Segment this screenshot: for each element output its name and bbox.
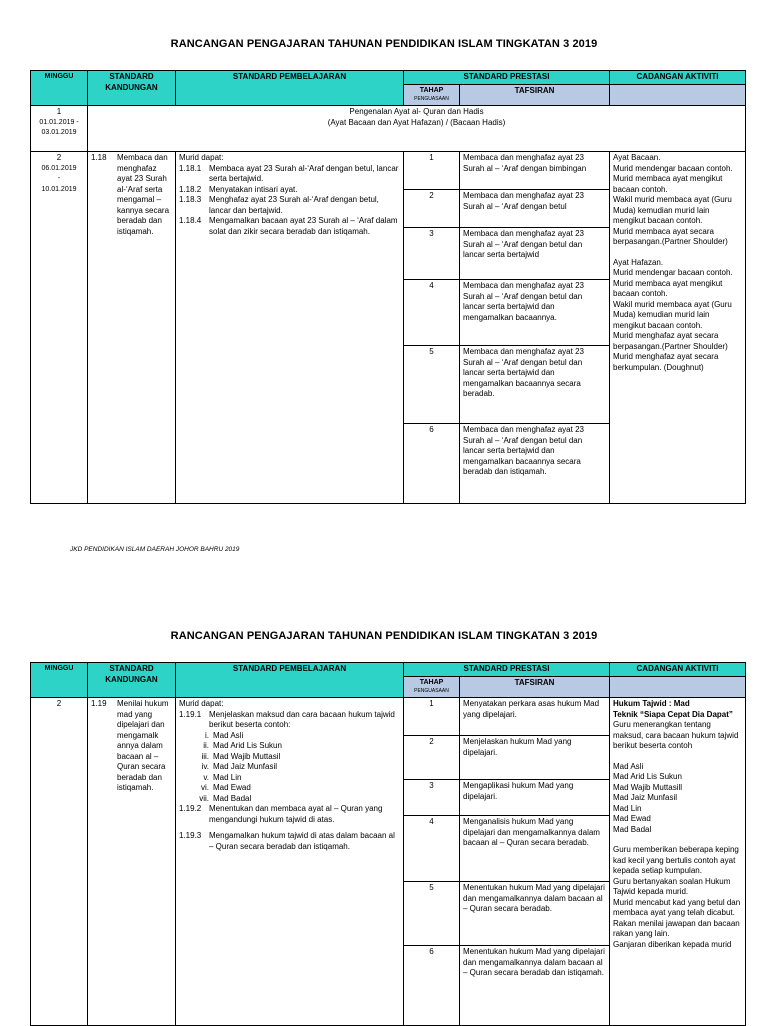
standard-pembelajaran-cell — [176, 698, 404, 1026]
mad-list-number: vii. — [199, 793, 209, 803]
tafsiran-cell: Menentukan hukum Mad yang dipelajari dan mengamalkannya dalam bacaan al – Quran secara beradab dan istiqamah. — [460, 946, 610, 1026]
sp-item-text: Menentukan dan membaca ayat al – Quran yang mengandungi hukum tajwid di atas. — [209, 804, 383, 824]
tahap-cell: 1 — [404, 152, 460, 190]
page-title-2: RANCANGAN PENGAJARAN TAHUNAN PENDIDIKAN ISLAM TINGKATAN 3 2019 — [170, 630, 598, 642]
header-standard-prestasi: STANDARD PRESTASI — [404, 71, 610, 85]
sp-item-number: 1.18.4 — [179, 216, 202, 225]
sp-item-text: Membaca ayat 23 Surah al-‘Araf dengan betul, lancar serta bertajwid. — [209, 163, 399, 183]
tafsiran-cell: Menentukan hukum Mad yang dipelajari dan mengamalkannya dalam bacaan al – Quran secara beradab. — [460, 882, 610, 946]
week-2-number: 2 — [56, 153, 62, 162]
week-1-line-1: Pengenalan Ayat al- Quran dan Hadis — [349, 107, 484, 116]
tahap-cell: 2 — [404, 736, 460, 780]
mad-list-text: Mad Badal — [213, 793, 252, 803]
week-2-dash: - — [57, 175, 61, 182]
sp-item-number: 1.18.1 — [179, 163, 202, 173]
header-tahap — [404, 85, 460, 106]
mad-list-text: Mad Asli — [213, 730, 244, 740]
mad-list-number: v. — [203, 772, 209, 782]
header-penguasaan: PENGUASAAN — [414, 688, 449, 694]
tafsiran-cell: Menjelaskan hukum Mad yang dipelajari. — [460, 736, 610, 780]
header-standard-pembelajaran: STANDARD PEMBELAJARAN — [176, 663, 404, 698]
sk-text: Menilai hukum mad yang dipelajari dan mengamalk annya dalam bacaan al – Quran secara beradab dan istiqamah. — [117, 699, 169, 792]
sk-number: 1.19 — [91, 699, 107, 708]
header-blank — [610, 85, 746, 106]
sp-item-number: 1.19.2 — [179, 804, 202, 813]
tafsiran-cell: Menganalisis hukum Mad yang dipelajari dan mengamalkannya dalam bacaan al – Quran secara beradab. — [460, 816, 610, 882]
header-blank — [610, 677, 746, 698]
week-1-cell — [31, 106, 88, 152]
tahap-cell: 2 — [404, 190, 460, 228]
tafsiran-cell: Membaca dan menghafaz ayat 23 Surah al – ‘Araf dengan betul dan lancar serta bertajwid dan mengamalkan bacaannya. — [460, 280, 610, 346]
mad-list-text: Mad Ewad — [213, 783, 251, 792]
week-1-description — [88, 106, 746, 152]
sp-item-number: 1.19.1 — [179, 709, 202, 719]
mad-list-number: ii. — [203, 741, 209, 750]
sk-number: 1.18 — [91, 153, 107, 162]
mad-list-number: vi. — [201, 783, 209, 792]
sp-intro: Murid dapat: — [179, 153, 224, 162]
week-2b-cell — [31, 698, 88, 1026]
tahap-cell: 6 — [404, 424, 460, 504]
sp-item-number: 1.19.3 — [179, 831, 202, 840]
cadangan-aktiviti-cell — [610, 698, 746, 1026]
header-tahap-label: TAHAP — [419, 87, 444, 94]
week-2b-number: 2 — [56, 699, 62, 708]
sp-intro: Murid dapat: — [179, 699, 224, 708]
mad-list-text: Mad Jaiz Munfasil — [213, 762, 278, 771]
aktiviti-steps: Guru memberikan beberapa keping kad kecil yang bertulis contoh ayat kepada setiap kumpulan. Guru bertanyakan soalan Hukum Tajwid kepada murid. Murid mencabut kad yang betul dan membaca ayat yang telah dicabut. Rakan menilai jawapan dan bacaan rakan yang lain. Ganjaran diberikan kepada murid — [613, 845, 741, 949]
header-minggu: MINGGU — [31, 663, 88, 698]
tafsiran-cell: Membaca dan menghafaz ayat 23 Surah al – ‘Araf dengan betul dan lancar serta bertajwid dan mengamalkan bacaannya secara beradab dan istiqamah. — [460, 424, 610, 504]
tafsiran-cell: Membaca dan menghafaz ayat 23 Surah al – ‘Araf dengan bimbingan — [460, 152, 610, 190]
mad-list-number: i. — [205, 730, 209, 740]
sp-item-number: 1.18.3 — [179, 195, 202, 204]
header-standard-kandungan: STANDARD KANDUNGAN — [88, 663, 176, 698]
sp-item-text: Menyatakan intisari ayat. — [209, 184, 298, 194]
tafsiran-cell: Membaca dan menghafaz ayat 23 Surah al – ‘Araf dengan betul dan lancar serta bertajwid — [460, 228, 610, 280]
mad-list-text: Mad Lin — [213, 772, 242, 782]
tahap-cell: 4 — [404, 816, 460, 882]
aktiviti-technique: Teknik “Siapa Cepat Dia Dapat” — [613, 709, 733, 719]
standard-kandungan-cell — [88, 698, 176, 1026]
header-standard-pembelajaran: STANDARD PEMBELAJARAN — [176, 71, 404, 106]
mad-list-text: Mad Arid Lis Sukun — [213, 741, 282, 750]
tahap-cell: 3 — [404, 780, 460, 816]
sp-item-text: Mengamalkan bacaan ayat 23 Surah al – ‘Araf dalam solat dan zikir secara beradab dan istiqamah. — [209, 216, 398, 236]
tahap-cell: 6 — [404, 946, 460, 1026]
page-title: RANCANGAN PENGAJARAN TAHUNAN PENDIDIKAN ISLAM TINGKATAN 3 2019 — [170, 38, 598, 50]
header-cadangan-aktiviti: CADANGAN AKTIVITI — [610, 663, 746, 677]
tafsiran-cell: Membaca dan menghafaz ayat 23 Surah al – ‘Araf dengan betul — [460, 190, 610, 228]
aktiviti-mad-list: Mad Asli Mad Arid Lis Sukun Mad Wajib Muttasill Mad Jaiz Munfasil Mad Lin Mad Ewad Mad Badal — [613, 761, 683, 834]
standard-pembelajaran-cell — [176, 152, 404, 504]
cadangan-aktiviti-cell — [610, 152, 746, 504]
week-1-dates: 01.01.2019 - 03.01.2019 — [39, 118, 79, 136]
tahap-cell: 3 — [404, 228, 460, 280]
header-tafsiran: TAFSIRAN — [460, 85, 610, 106]
tafsiran-cell: Membaca dan menghafaz ayat 23 Surah al – ‘Araf dengan betul dan lancar serta bertajwid dan mengamalkan bacaannya secara beradab. — [460, 346, 610, 424]
sp-item-text: Menjelaskan maksud dan cara bacaan hukum tajwid berikut beserta contoh: — [209, 709, 395, 729]
week-2-cell — [31, 152, 88, 504]
header-standard-kandungan: STANDARD KANDUNGAN — [88, 71, 176, 106]
tafsiran-cell: Menyatakan perkara asas hukum Mad yang dipelajari. — [460, 698, 610, 736]
header-tahap — [404, 677, 460, 698]
sp-item-text: Mengamalkan hukum tajwid di atas dalam bacaan al – Quran secara beradab dan istiqamah. — [209, 831, 395, 851]
standard-kandungan-cell — [88, 152, 176, 504]
header-cadangan-aktiviti: CADANGAN AKTIVITI — [610, 71, 746, 85]
sp-item-number: 1.18.2 — [179, 184, 202, 194]
header-penguasaan: PENGUASAAN — [414, 96, 449, 102]
header-tahap-label: TAHAP — [419, 679, 444, 686]
rpt-table-1 — [30, 70, 746, 504]
week-1-number: 1 — [56, 107, 62, 116]
week-2-date-from: 06.01.2019 — [41, 164, 77, 172]
tahap-cell: 5 — [404, 882, 460, 946]
week-1-line-2: (Ayat Bacaan dan Ayat Hafazan) / (Bacaan Hadis) — [327, 117, 506, 127]
footer-note: JKD PENDIDIKAN ISLAM DAERAH JOHOR BAHRU 2019 — [70, 546, 240, 553]
sp-item-text: Menghafaz ayat 23 Surah al-‘Araf dengan betul, lancar dan bertajwid. — [209, 195, 379, 215]
mad-list-number: iv. — [201, 762, 209, 771]
header-minggu: MINGGU — [31, 71, 88, 106]
aktiviti-ayat-hafazan: Ayat Hafazan. Murid mendengar bacaan contoh. Murid membaca ayat mengikut bacaan contoh. Wakil murid membaca ayat (Guru Muda) kemudian murid lain mengikut bacaan contoh. Murid menghafaz ayat secara berpasangan.(Partner Shoulder) Murid menghafaz ayat secara berkumpulan. (Doughnut) — [613, 257, 733, 372]
mad-list-number: iii. — [201, 751, 209, 761]
header-standard-prestasi: STANDARD PRESTASI — [404, 663, 610, 677]
tahap-cell: 5 — [404, 346, 460, 424]
sk-text: Membaca dan menghafaz ayat 23 Surah al-‘Araf serta mengamal – kannya secara beradab dan istiqamah. — [117, 153, 170, 236]
tahap-cell: 1 — [404, 698, 460, 736]
rpt-table-2 — [30, 662, 746, 1026]
tafsiran-cell: Mengaplikasi hukum Mad yang dipelajari. — [460, 780, 610, 816]
header-tafsiran: TAFSIRAN — [460, 677, 610, 698]
tahap-cell: 4 — [404, 280, 460, 346]
aktiviti-intro: Guru menerangkan tentang maksud, cara bacaan hukum tajwid berikut beserta contoh — [613, 720, 739, 750]
aktiviti-ayat-bacaan: Ayat Bacaan. Murid mendengar bacaan contoh. Murid membaca ayat mengikut bacaan contoh. Wakil murid membaca ayat (Guru Muda) kemudian murid lain mengikut bacaan contoh. Murid membaca ayat secara berpasangan.(Partner Shoulder) — [613, 153, 733, 246]
aktiviti-title: Hukum Tajwid : Mad — [613, 699, 690, 708]
mad-list-text: Mad Wajib Muttasil — [213, 751, 281, 761]
week-2-date-to: 10.01.2019 — [41, 185, 77, 193]
